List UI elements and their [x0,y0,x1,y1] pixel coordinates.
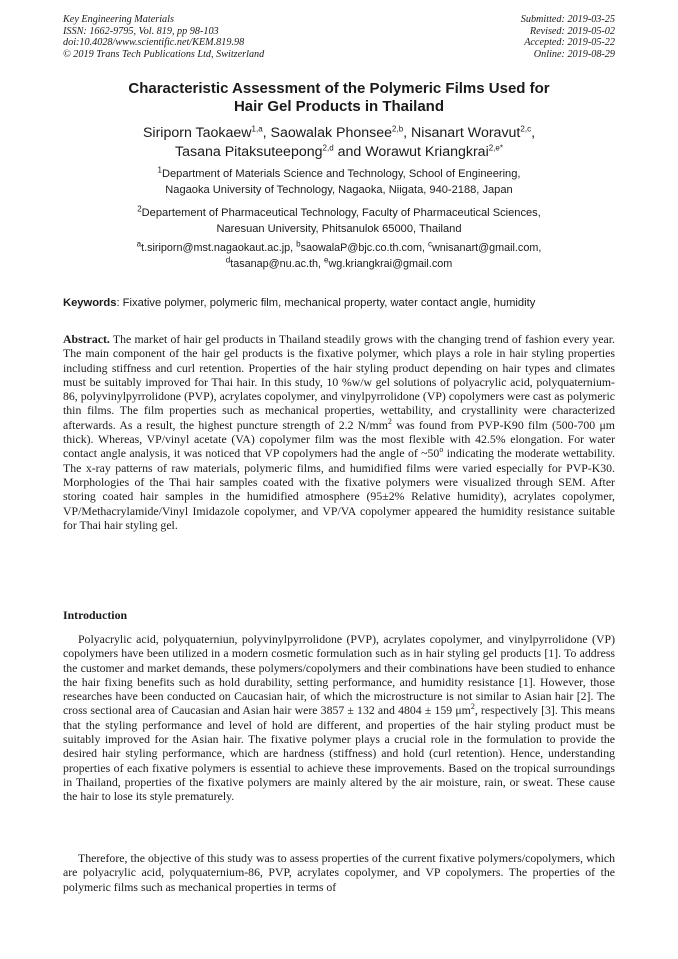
date-submitted: Submitted: 2019-03-25 [520,14,615,25]
affiliation-1-line-2: Nagaoka University of Technology, Nagaoka, Niigata, 940-2188, Japan [165,183,513,196]
email-mark: c [427,239,432,249]
abstract [63,332,615,532]
date-accepted: Accepted: 2019-05-22 [524,37,615,49]
title-line-2: Hair Gel Products in Thailand [233,98,445,115]
email-mark: d [225,254,231,264]
paragraph-text: , respectively [3]. This means that the styling performance and level of hold are different, and properties of the hair styling product must be suitably improved for the Asian hair. The fixative polymer plays a crucial role in the formulation to provide the desired hair styling performance, which are hardness (stiffness) and hold (curl retention). Hence, understanding properties of each fixative polymers is essential to achieve these improvements. Based on the tropical surroundings in Thailand, properties of the fixative polymers are mainly altered by the air moisture, rain, or sweat. These cause the hair to lose its style prematurely. [63,703,615,804]
author-separator: , [531,125,536,141]
author-affil-mark: 2,d [322,143,334,153]
introduction-paragraph-2: Therefore, the objective of this study was to assess properties of the current fixative polymers/copolymers, which are polyacrylic acid, polyquaternium-86, PVP, acrylates copolymer, and VP copolymers. The properties of the polymeric films such as mechanical properties in terms of [63,851,615,894]
author-name: Tasana Pitaksuteepong [175,144,323,160]
author-name: and Worawut Kriangkrai [333,144,489,160]
abstract-text: The market of hair gel products in Thailand steadily grows with the changing trend of fashion every year. The main component of the hair gel products is the fixative polymer, which plays a role in hair styling properties including stiffness and curl retention. Properties of the hair styling product depending on hair types and climates must be suitably improved for Thai hair. In this study, 10 %w/w gel solutions of polyacrylic acid, polyquaternium-86, polyvinylpyrrolidone (PVP), acrylates copolymer, and vinylpyrrolidone (VP) copolymers were cast as polymeric thin films. The film properties such as mechanical properties, wettability, and crystallinity were characterized afterwards. As a result, the highest puncture strength of 2.2 N/mm [63,332,615,432]
keywords-text: : Fixative polymer, polymeric film, mechanical property, water contact angle, humidity [116,297,536,309]
affiliation-2-line-2: Naresuan University, Phitsanulok 65000, Thailand [216,222,462,235]
keywords [63,296,615,310]
affil-mark: 1 [157,165,162,175]
introduction-paragraph-1 [63,632,615,804]
paragraph-text: Polyacrylic acid, polyquaterniun, polyvinylpyrrolidone (PVP), acrylates copolymer, and vinylpyrrolidone (VP) copolymers have been utilized in a modern cosmetic formulation such as in hair styling gel products [1]. To address the customer and market demands, these polymers/copolymers and their combinations have been studied to enhance the hair fixing benefits such as hold durability, setting performance, and humidity resistance [1]. However, those researches have been conducted on Caucasian hair, of which the microstructure is not similar to Asian hair [2]. The cross sectional area of Caucasian and Asian hair were 3857 ± 132 and 4804 ± 159 μm [63,632,615,718]
email-mark: e [324,254,329,264]
affil-text: Departement of Pharmaceutical Technology, Faculty of Pharmaceutical Sciences, [141,207,541,219]
abstract-text: was found from PVP-K90 film (500-700 μm thick). Whereas, VP/vinyl acetate (VA) copolymer film was the most flexible with 42.5% elongation. For water contact angle analysis, it was noticed that VP copolymers had the angle of ~50 [63,417,615,461]
author-emails [60,241,618,272]
date-online: Online: 2019-08-29 [533,48,615,60]
email-c[interactable]: wnisanart@gmail.com, [431,242,542,254]
authors-line-1 [60,124,618,143]
date-revised: Revised: 2019-05-02 [529,25,615,37]
submission-dates [521,14,615,60]
author-affil-mark: 1,a [251,124,263,134]
email-b[interactable]: saowalaP@bjc.co.th.com, [300,242,428,254]
authors-line-2 [60,143,618,162]
email-mark: b [296,239,301,249]
affiliation-1 [60,167,618,198]
author-affil-mark: 2,e* [488,143,503,153]
author-name: , Nisanart Woravut [403,125,521,141]
affil-mark: 2 [137,204,142,214]
affiliation-1-line-1 [60,167,618,183]
paper-title [60,80,618,116]
keywords-label: Keywords [63,297,117,309]
author-list [60,124,618,162]
author-affil-mark: 2,c [520,124,532,134]
journal-name: Key Engineering Materials [63,14,174,25]
affiliation-2 [60,206,618,237]
journal-issn: ISSN: 1662-9795, Vol. 819, pp 98-103 [63,25,219,37]
journal-copyright: © 2019 Trans Tech Publications Ltd, Switzerland [63,48,265,60]
title-line-1: Characteristic Assessment of the Polymeric Films Used for [128,80,550,97]
author-affil-mark: 2,b [392,124,404,134]
superscript: o [439,445,444,455]
emails-line-1 [60,241,618,257]
email-a[interactable]: t.siriporn@mst.nagaokaut.ac.jp, [141,242,297,254]
superscript: 2 [387,416,392,426]
journal-info [63,14,264,60]
abstract-label: Abstract. [63,332,110,346]
introduction-heading: Introduction [63,608,128,622]
email-e[interactable]: wg.kriangkrai@gmail.com [328,257,453,270]
journal-doi: doi:10.4028/www.scientific.net/KEM.819.98 [63,37,245,49]
affiliation-2-line-1 [60,206,618,222]
emails-line-2 [60,254,618,273]
author-name: , Saowalak Phonsee [262,125,393,141]
affil-text: Department of Materials Science and Technology, School of Engineering, [161,168,521,180]
superscript: 2 [470,702,475,712]
email-d[interactable]: tasanap@nu.ac.th, [230,257,325,270]
abstract-text: indicating the moderate wettability. The x-ray patterns of raw materials, polymeric films, and humidified films were varied especially for PVP-K30. Morphologies of the Thai hair samples coated with the fixative polymers were visualized through SEM. After storing coated hair samples in the humidified atmosphere (95±2% Relative humidity), acrylates copolymer, VP/Methacrylamide/Vinyl Imidazole copolymer, and VP/VA copolymer appeared the humidity resistance suitable for Thai hair styling gel. [63,446,615,532]
author-name: Siriporn Taokaew [142,125,252,141]
email-mark: a [136,239,142,249]
